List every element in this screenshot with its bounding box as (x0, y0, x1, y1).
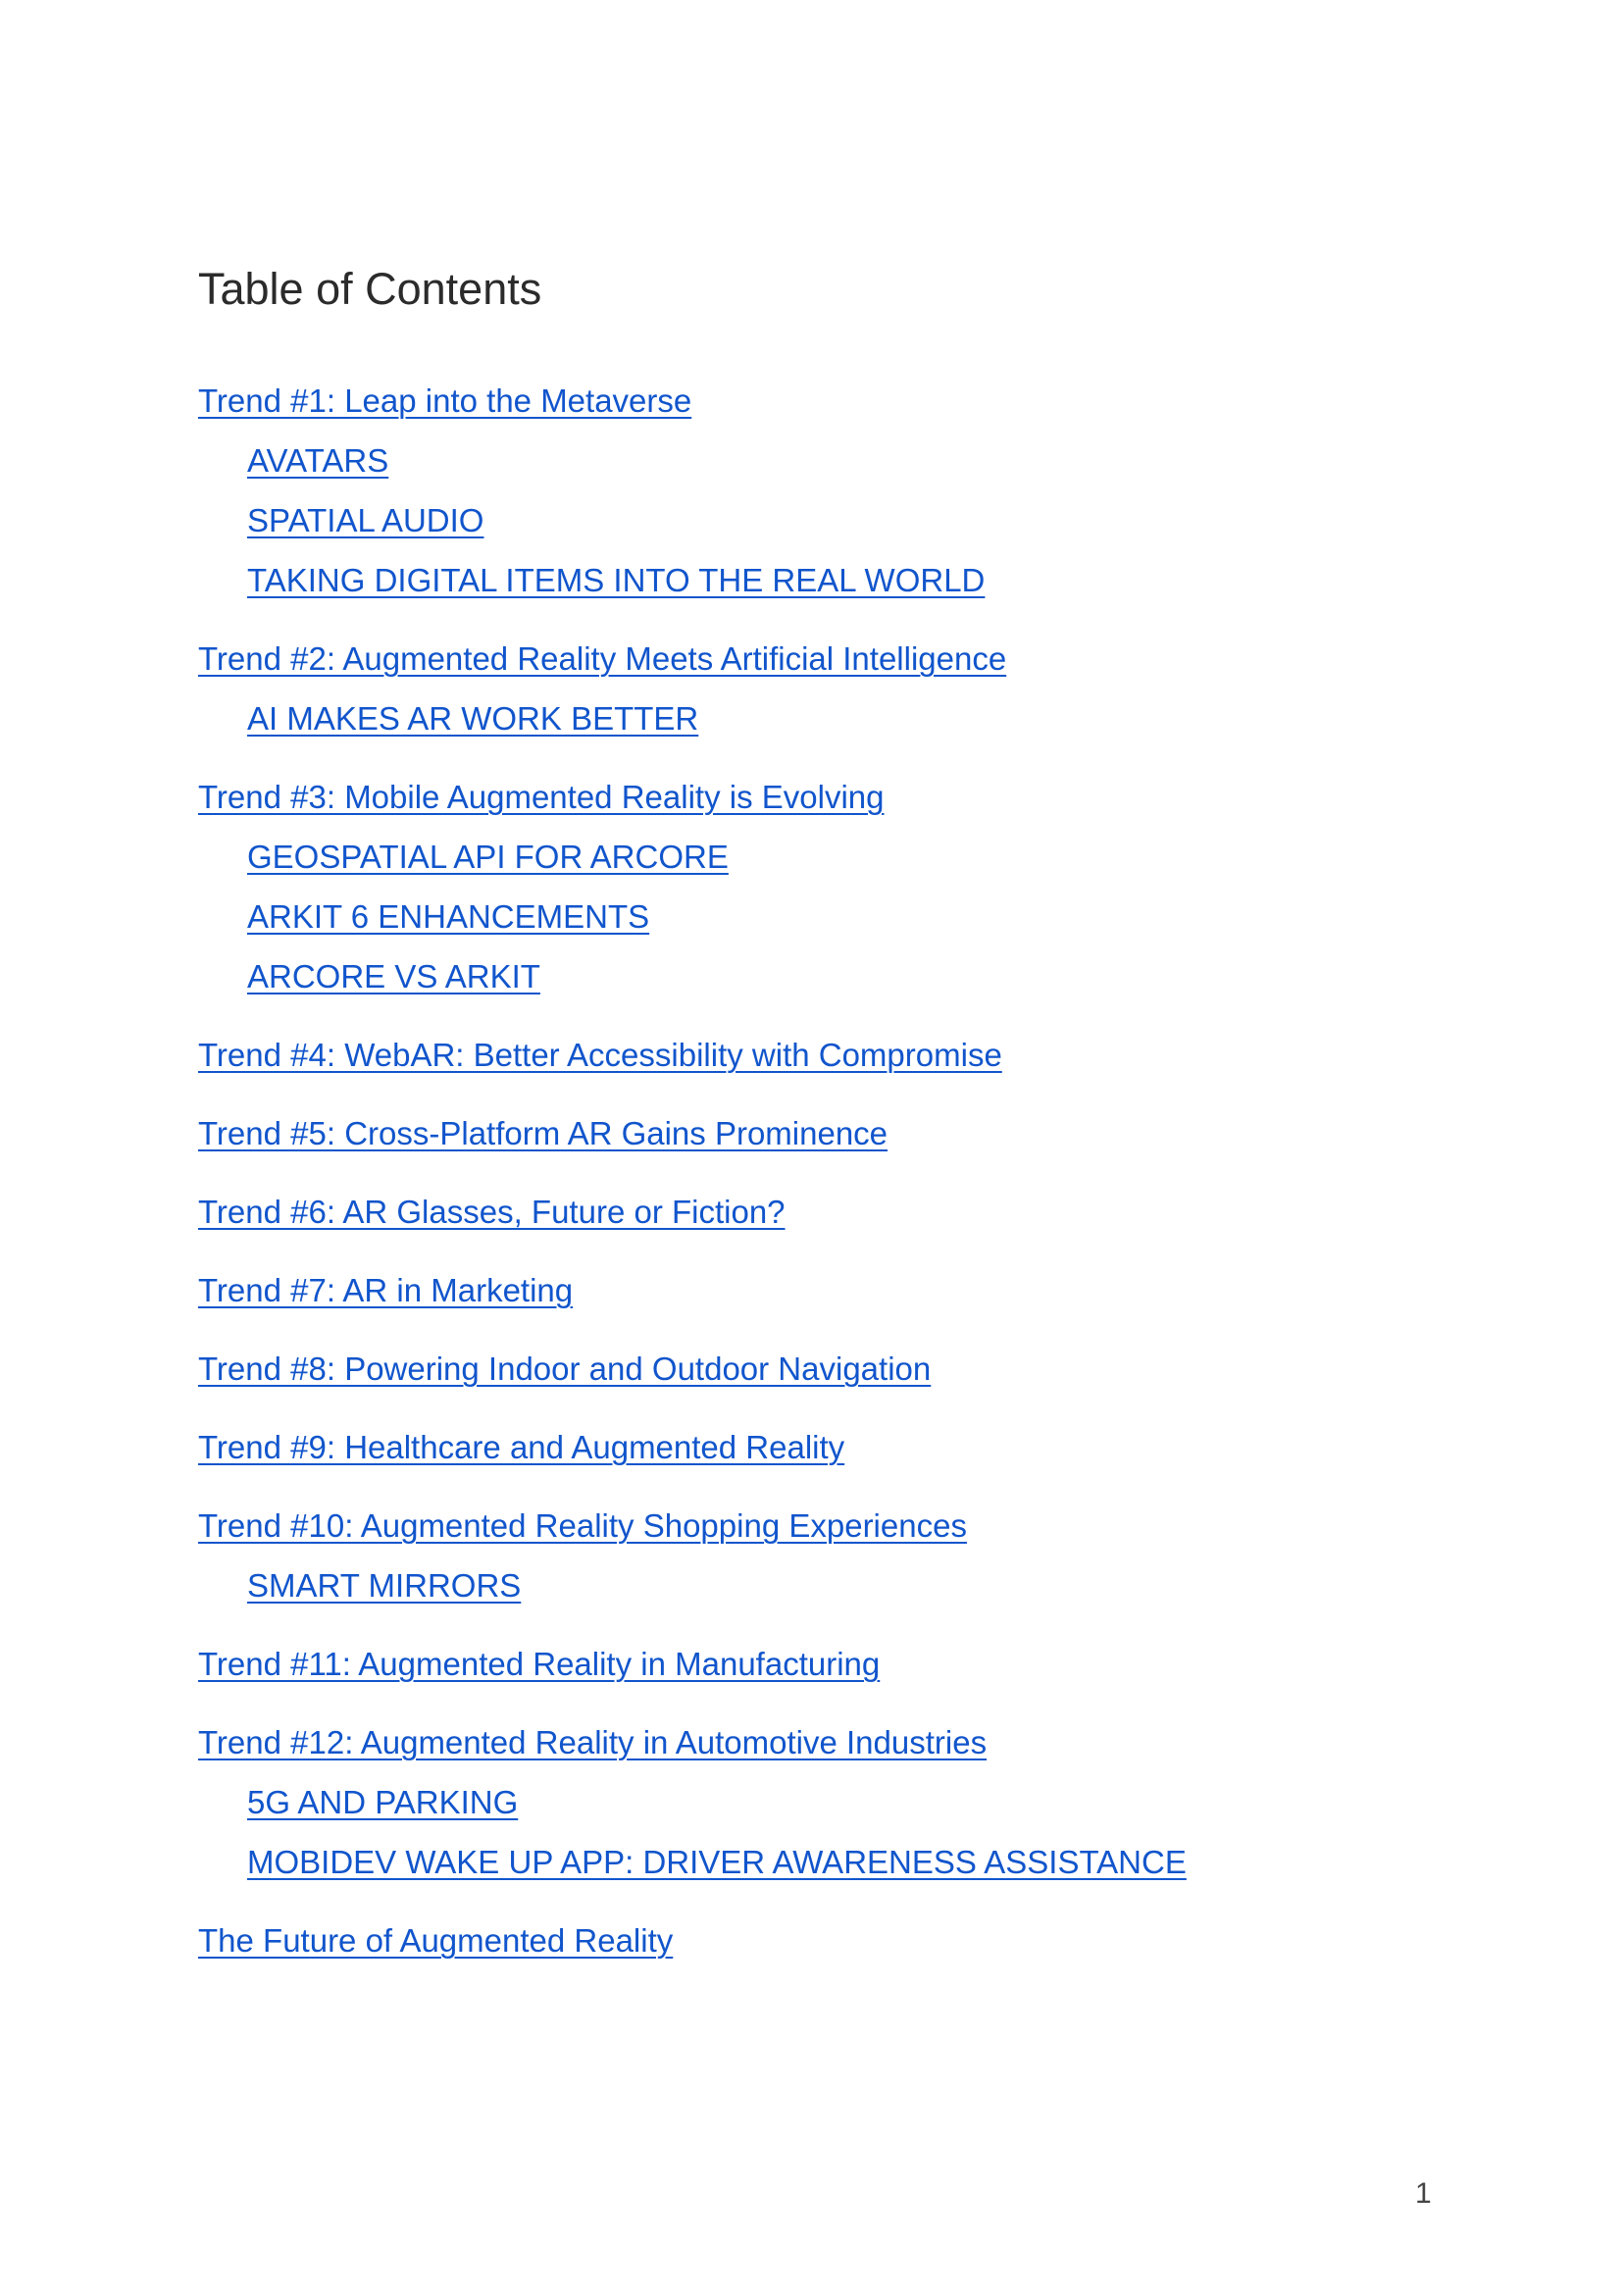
toc-sublink[interactable]: ARKIT 6 ENHANCEMENTS (247, 898, 650, 935)
toc-link[interactable]: Trend #11: Augmented Reality in Manufacturing (198, 1646, 881, 1682)
toc-link[interactable]: Trend #9: Healthcare and Augmented Reality (198, 1429, 845, 1465)
toc-sublink[interactable]: GEOSPATIAL API FOR ARCORE (247, 839, 729, 875)
toc-link[interactable]: Trend #12: Augmented Reality in Automotive Industries (198, 1724, 988, 1760)
toc-section (198, 1260, 1473, 1320)
toc-section (198, 1417, 1473, 1477)
toc-link[interactable]: Trend #10: Augmented Reality Shopping Experiences (198, 1507, 967, 1544)
toc-link[interactable]: Trend #7: AR in Marketing (198, 1272, 574, 1308)
toc-sublink[interactable]: AVATARS (247, 442, 389, 479)
toc-sublink[interactable]: SMART MIRRORS (247, 1567, 522, 1604)
toc-link[interactable]: Trend #4: WebAR: Better Accessibility with Compromise (198, 1037, 1002, 1073)
toc-sublink[interactable]: TAKING DIGITAL ITEMS INTO THE REAL WORLD (247, 562, 986, 598)
page-title: Table of Contents (198, 264, 542, 314)
toc-section (198, 1911, 1473, 1970)
toc-section (198, 1712, 1473, 1892)
toc-link[interactable]: Trend #5: Cross-Platform AR Gains Prominence (198, 1115, 888, 1151)
toc-section (198, 1496, 1473, 1615)
toc-section (198, 1025, 1473, 1085)
toc-sublink[interactable]: 5G AND PARKING (247, 1784, 519, 1820)
toc-link[interactable]: Trend #2: Augmented Reality Meets Artificial Intelligence (198, 640, 1007, 677)
table-of-contents (198, 371, 1473, 1989)
toc-sublink[interactable]: MOBIDEV WAKE UP APP: DRIVER AWARENESS ASSISTANCE (247, 1844, 1187, 1880)
toc-sublink[interactable]: SPATIAL AUDIO (247, 502, 484, 538)
toc-section (198, 1339, 1473, 1399)
toc-section (198, 1103, 1473, 1163)
page-number: 1 (1415, 2177, 1432, 2210)
toc-sublink[interactable]: AI MAKES AR WORK BETTER (247, 700, 699, 737)
toc-sublink[interactable]: ARCORE VS ARKIT (247, 958, 540, 994)
toc-link[interactable]: Trend #3: Mobile Augmented Reality is Evolving (198, 779, 885, 815)
toc-link[interactable]: Trend #8: Powering Indoor and Outdoor Navigation (198, 1351, 932, 1387)
toc-section (198, 767, 1473, 1006)
toc-section (198, 1182, 1473, 1242)
toc-link[interactable]: Trend #6: AR Glasses, Future or Fiction? (198, 1194, 786, 1230)
toc-link[interactable]: The Future of Augmented Reality (198, 1922, 674, 1959)
toc-section (198, 371, 1473, 610)
toc-section (198, 629, 1473, 748)
toc-link[interactable]: Trend #1: Leap into the Metaverse (198, 382, 692, 419)
toc-section (198, 1634, 1473, 1694)
